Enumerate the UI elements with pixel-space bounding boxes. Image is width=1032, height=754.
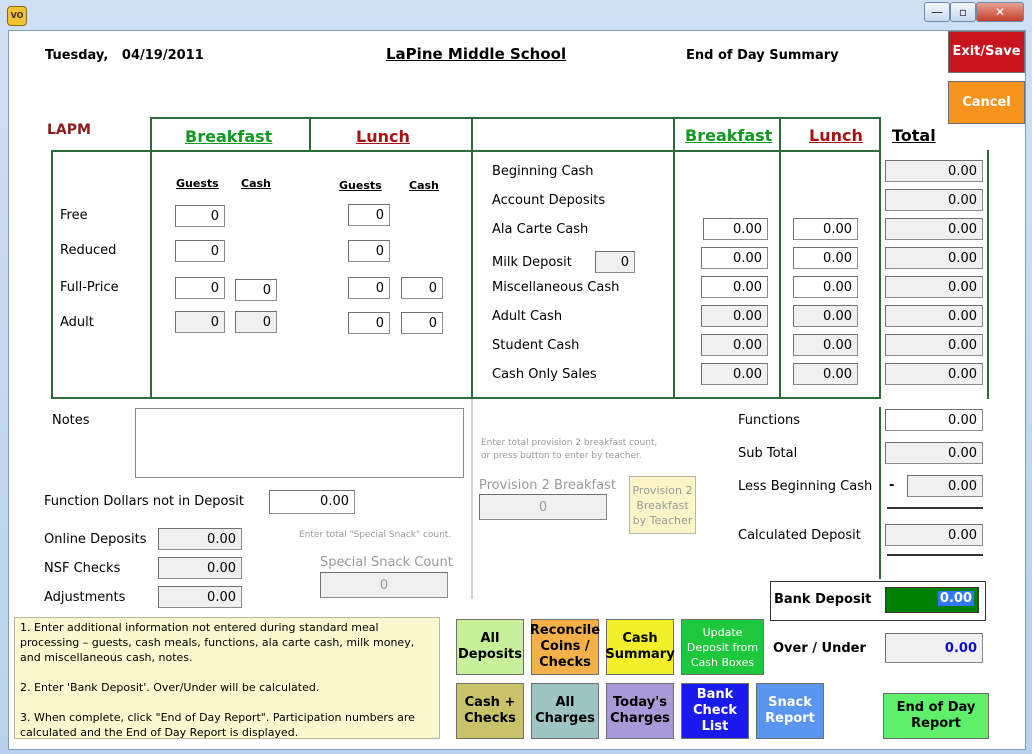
notes-label: Notes <box>52 413 90 428</box>
instructions-panel <box>14 617 440 739</box>
ala-carte-total: 0.00 <box>885 218 983 240</box>
provision-label: Provision 2 Breakfast <box>479 478 616 493</box>
restore-button[interactable]: ▫ <box>950 2 976 22</box>
milk-lunch-input[interactable]: 0.00 <box>793 247 858 269</box>
cash-row-label: Ala Carte Cash <box>492 222 589 237</box>
nsf-checks-field: 0.00 <box>158 557 242 579</box>
less-beginning-cash-label: Less Beginning Cash <box>738 479 873 494</box>
meal-row-label: Full-Price <box>60 280 119 295</box>
bank-deposit-input[interactable] <box>885 587 979 613</box>
provision-by-teacher-button[interactable]: Provision 2 Breakfast by Teacher <box>629 476 696 534</box>
nsf-checks-label: NSF Checks <box>44 561 121 576</box>
free-lunch-guests-input[interactable]: 0 <box>348 204 390 226</box>
cash-row-label: Student Cash <box>492 338 580 353</box>
report-title: End of Day Summary <box>686 48 839 63</box>
subtotal-field: 0.00 <box>885 442 983 464</box>
reduced-lunch-guests-input[interactable]: 0 <box>348 240 390 262</box>
all-deposits-button[interactable]: All Deposits <box>456 619 524 675</box>
breakfast-guests-header: Guests <box>176 177 219 190</box>
grid-line <box>471 399 473 599</box>
bank-deposit-label: Bank Deposit <box>774 592 872 607</box>
online-deposits-label: Online Deposits <box>44 532 147 547</box>
adjustments-label: Adjustments <box>44 590 126 605</box>
grid-line <box>673 117 675 399</box>
site-code: LAPM <box>47 122 91 138</box>
functions-label: Functions <box>738 413 801 428</box>
calculated-deposit-field: 0.00 <box>885 524 983 546</box>
cancel-button[interactable]: Cancel <box>948 81 1025 124</box>
meal-row-label: Reduced <box>60 243 117 258</box>
snack-label: Special Snack Count <box>320 555 453 570</box>
grid-line <box>150 117 881 119</box>
less-beginning-cash-field: 0.00 <box>907 475 983 497</box>
adult-lunch-cash-input[interactable]: 0 <box>401 312 443 334</box>
adult-cash-breakfast-field: 0.00 <box>701 305 768 327</box>
cash-summary-button[interactable]: Cash Summary <box>606 619 674 675</box>
provision-hint: Enter total provision 2 breakfast count, or press button to enter by teacher. <box>481 438 658 461</box>
grid-line <box>471 117 473 399</box>
misc-lunch-input[interactable]: 0.00 <box>793 276 858 298</box>
cash-row-label: Account Deposits <box>492 193 606 208</box>
function-dollars-input[interactable]: 0.00 <box>269 490 355 514</box>
misc-cash-total: 0.00 <box>885 276 983 298</box>
milk-deposit-count-input[interactable]: 0 <box>595 251 635 273</box>
grid-line <box>150 117 152 399</box>
account-deposits-total: 0.00 <box>885 189 983 211</box>
grid-line <box>987 150 989 399</box>
cash-row-label: Milk Deposit <box>492 255 572 270</box>
cash-row-label: Miscellaneous Cash <box>492 280 620 295</box>
fullprice-lunch-guests-input[interactable]: 0 <box>348 277 390 299</box>
meal-row-label: Free <box>60 208 88 223</box>
grid-line <box>879 407 881 579</box>
exit-save-button[interactable]: Exit/Save <box>948 31 1025 73</box>
beginning-cash-total: 0.00 <box>885 160 983 182</box>
lunch-cash-header: Cash <box>409 179 439 192</box>
todays-charges-button[interactable]: Today's Charges <box>606 683 674 739</box>
instruction-step-2: 2. Enter 'Bank Deposit'. Over/Under will be calculated. <box>20 681 320 694</box>
free-breakfast-guests-input[interactable]: 0 <box>175 205 225 227</box>
provision-count-input[interactable]: 0 <box>479 494 607 520</box>
minus-sign: - <box>889 478 895 493</box>
bank-check-list-button[interactable]: Bank Check List <box>681 683 749 739</box>
adult-cash-lunch-field: 0.00 <box>793 305 858 327</box>
grid-line <box>51 397 879 399</box>
minimize-button[interactable]: — <box>924 2 950 22</box>
close-button[interactable]: ✕ <box>976 2 1024 22</box>
grid-line <box>51 150 879 152</box>
form-client-area <box>8 30 1026 750</box>
milk-deposit-total: 0.00 <box>885 247 983 269</box>
snack-count-input[interactable]: 0 <box>320 572 448 598</box>
end-of-day-report-button[interactable]: End of Day Report <box>883 693 989 739</box>
functions-input[interactable]: 0.00 <box>885 409 983 431</box>
school-title: LaPine Middle School <box>386 45 567 63</box>
cash-checks-button[interactable]: Cash + Checks <box>456 683 524 739</box>
fullprice-lunch-cash-input[interactable]: 0 <box>401 277 443 299</box>
fullprice-breakfast-guests-input[interactable]: 0 <box>175 277 225 299</box>
cash-row-label: Cash Only Sales <box>492 367 597 382</box>
date-label: Tuesday, 04/19/2011 <box>45 48 204 63</box>
cash-only-breakfast-field: 0.00 <box>701 363 768 385</box>
adult-cash-total: 0.00 <box>885 305 983 327</box>
cash-row-label: Adult Cash <box>492 309 563 324</box>
lunch-guests-header: Guests <box>339 179 382 192</box>
total-column-header: Total <box>892 126 936 145</box>
grid-line <box>309 117 311 151</box>
all-charges-button[interactable]: All Charges <box>531 683 599 739</box>
grid-line <box>879 117 881 399</box>
fullprice-breakfast-cash-input[interactable]: 0 <box>235 279 277 301</box>
meal-row-label: Adult <box>60 315 94 330</box>
breakfast-cash-column-header: Breakfast <box>685 126 773 145</box>
breakfast-cash-header: Cash <box>241 177 271 190</box>
ala-carte-lunch-input[interactable]: 0.00 <box>793 218 858 240</box>
adult-breakfast-cash-input[interactable]: 0 <box>235 311 277 333</box>
lunch-cash-column-header: Lunch <box>809 126 863 145</box>
bank-deposit-value: 0.00 <box>939 591 972 606</box>
adult-breakfast-guests-input[interactable]: 0 <box>175 311 225 333</box>
grid-line <box>887 554 983 556</box>
app-icon: VO <box>7 6 27 26</box>
adult-lunch-guests-input[interactable]: 0 <box>348 312 390 334</box>
breakfast-column-header: Breakfast <box>185 127 273 146</box>
snack-report-button[interactable]: Snack Report <box>756 683 824 739</box>
ala-carte-breakfast-input[interactable]: 0.00 <box>703 218 768 240</box>
instruction-step-3: 3. When complete, click "End of Day Report". Participation numbers are calculated and the End of Day Report is displayed. <box>20 711 415 739</box>
cash-only-total: 0.00 <box>885 363 983 385</box>
snack-hint: Enter total "Special Snack" count. <box>299 530 452 540</box>
cash-row-label: Beginning Cash <box>492 164 594 179</box>
update-deposit-button[interactable]: Update Deposit from Cash Boxes <box>681 619 764 675</box>
over-under-label: Over / Under <box>773 641 866 656</box>
grid-line <box>779 117 781 399</box>
student-cash-breakfast-field: 0.00 <box>701 334 768 356</box>
grid-line <box>51 150 53 399</box>
misc-breakfast-input[interactable]: 0.00 <box>701 276 768 298</box>
subtotal-label: Sub Total <box>738 446 798 461</box>
online-deposits-field: 0.00 <box>158 528 242 550</box>
instruction-step-1: 1. Enter additional information not entered during standard meal processing – guests, cash meals, functions, ala carte cash, milk money, and miscellaneous cash, notes. <box>20 621 415 664</box>
adjustments-field: 0.00 <box>158 586 242 608</box>
calculated-deposit-label: Calculated Deposit <box>738 528 861 543</box>
student-cash-lunch-field: 0.00 <box>793 334 858 356</box>
over-under-field: 0.00 <box>885 633 983 663</box>
lunch-column-header: Lunch <box>356 127 410 146</box>
reconcile-coins-checks-button[interactable]: Reconcile Coins / Checks <box>531 619 599 675</box>
milk-breakfast-input[interactable]: 0.00 <box>701 247 768 269</box>
grid-line <box>887 507 983 509</box>
cash-only-lunch-field: 0.00 <box>793 363 858 385</box>
function-dollars-label: Function Dollars not in Deposit <box>44 494 244 509</box>
reduced-breakfast-guests-input[interactable]: 0 <box>175 240 225 262</box>
student-cash-total: 0.00 <box>885 334 983 356</box>
notes-textarea[interactable] <box>135 408 464 478</box>
